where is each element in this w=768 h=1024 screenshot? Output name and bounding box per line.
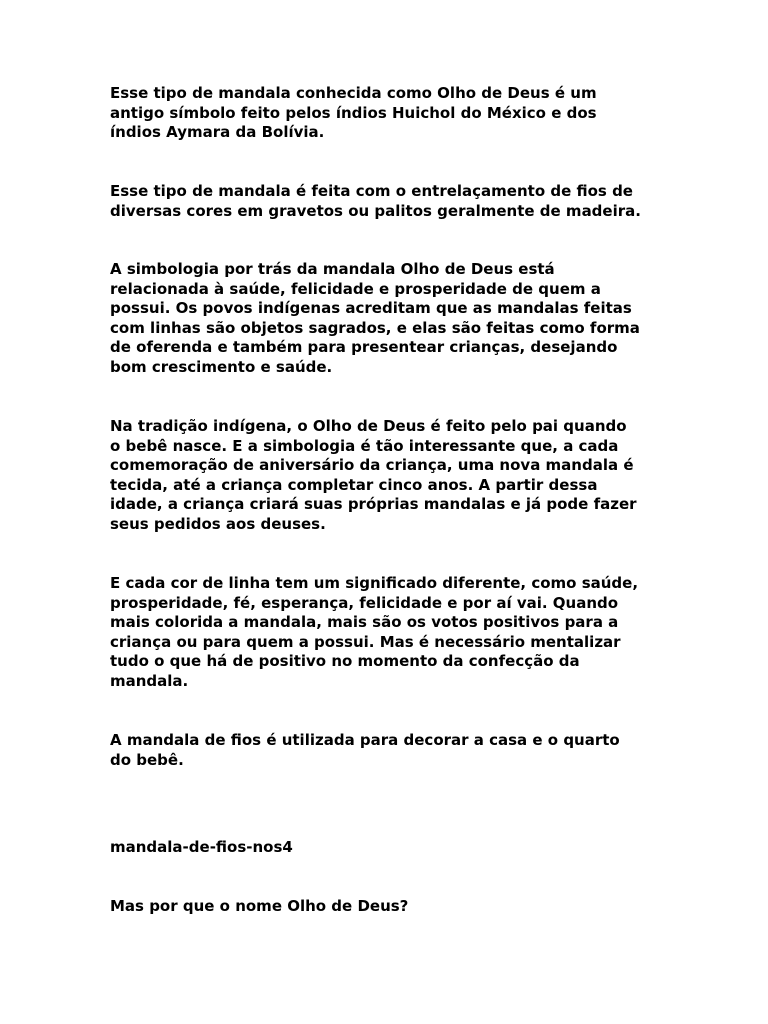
paragraph-construction: Esse tipo de mandala é feita com o entrelaçamento de fios de diversas cores em gravetos ou palitos geralmente de madeira. xyxy=(110,182,641,220)
paragraph-colors: E cada cor de linha tem um significado diferente, como saúde, prosperidade, fé, esperança, felicidade e por aí vai. Quando mais colorida a mandala, mais são os votos positivos para a criança ou para quem a possui. Mas é necessário mentalizar tudo o que há de positivo no momento da confecção da mandala. xyxy=(110,574,639,690)
section-question: Mas por que o nome Olho de Deus? xyxy=(110,897,409,915)
paragraph-origin: Esse tipo de mandala conhecida como Olho de Deus é um antigo símbolo feito pelos índios Huichol do México e dos índios Aymara da Bolívia. xyxy=(110,84,597,142)
paragraph-symbolism: A simbologia por trás da mandala Olho de Deus está relacionada à saúde, felicidade e prosperidade de quem a possui. Os povos indígenas acreditam que as mandalas feitas com linhas são objetos sagrados, e elas são feitas como forma de oferenda e também para presentear crianças, desejando bom crescimento e saúde. xyxy=(110,260,640,376)
image-caption: mandala-de-fios-nos4 xyxy=(110,838,293,856)
paragraph-decoration: A mandala de fios é utilizada para decorar a casa e o quarto do bebê. xyxy=(110,731,620,769)
paragraph-tradition: Na tradição indígena, o Olho de Deus é feito pelo pai quando o bebê nasce. E a simbologia é tão interessante que, a cada comemoração de aniversário da criança, uma nova mandala é tecida, até a criança completar cinco anos. A partir dessa idade, a criança criará suas próprias mandalas e já pode fazer seus pedidos aos deuses. xyxy=(110,417,637,533)
